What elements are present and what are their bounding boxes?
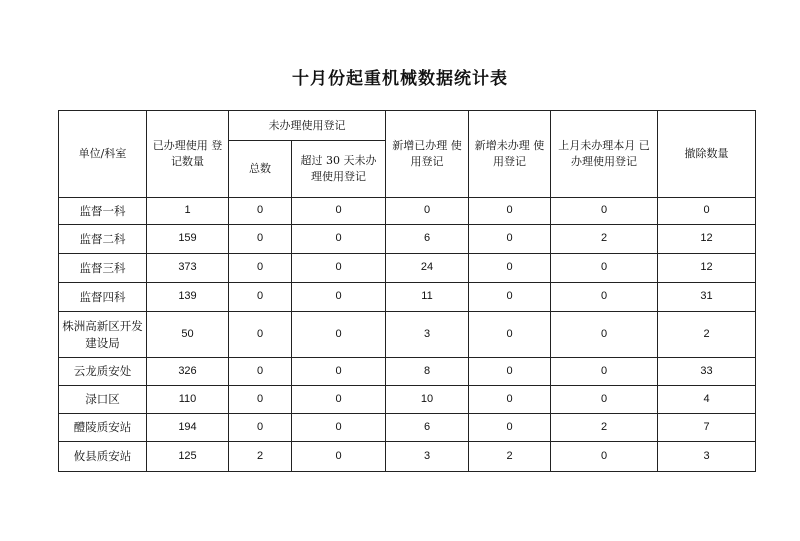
cell-registered: 194 <box>147 414 229 442</box>
cell-over30: 0 <box>292 283 386 312</box>
cell-total: 0 <box>229 386 292 414</box>
statistics-table <box>58 110 756 472</box>
cell-last-month-done: 0 <box>551 254 658 283</box>
cell-unit: 渌口区 <box>59 386 147 414</box>
cell-new-unregistered: 0 <box>469 358 551 386</box>
header-unregistered-total: 总数 <box>229 141 292 198</box>
cell-new-registered: 6 <box>386 225 469 254</box>
table-row <box>59 225 756 254</box>
table-row <box>59 198 756 225</box>
header-new-registered: 新增已办理 使用登记 <box>386 111 469 198</box>
cell-new-registered: 6 <box>386 414 469 442</box>
cell-new-unregistered: 0 <box>469 254 551 283</box>
cell-total: 0 <box>229 283 292 312</box>
cell-total: 2 <box>229 442 292 472</box>
cell-removed: 33 <box>658 358 756 386</box>
cell-total: 0 <box>229 254 292 283</box>
table-row <box>59 358 756 386</box>
cell-last-month-done: 0 <box>551 198 658 225</box>
cell-registered: 50 <box>147 312 229 358</box>
table-row <box>59 312 756 358</box>
table-row <box>59 442 756 472</box>
header-new-unregistered: 新增未办理 使用登记 <box>469 111 551 198</box>
cell-over30: 0 <box>292 254 386 283</box>
cell-removed: 31 <box>658 283 756 312</box>
header-last-month-done: 上月未办理本月 已办理使用登记 <box>551 111 658 198</box>
cell-registered: 159 <box>147 225 229 254</box>
cell-registered: 326 <box>147 358 229 386</box>
cell-total: 0 <box>229 358 292 386</box>
cell-unit: 醴陵质安站 <box>59 414 147 442</box>
cell-last-month-done: 0 <box>551 283 658 312</box>
header-unregistered-group: 未办理使用登记 <box>229 111 386 141</box>
cell-registered: 125 <box>147 442 229 472</box>
cell-new-registered: 10 <box>386 386 469 414</box>
header-unit: 单位/科室 <box>59 111 147 198</box>
cell-over30: 0 <box>292 312 386 358</box>
cell-removed: 12 <box>658 225 756 254</box>
cell-unit: 云龙质安处 <box>59 358 147 386</box>
cell-total: 0 <box>229 225 292 254</box>
cell-last-month-done: 0 <box>551 386 658 414</box>
cell-unit: 监督二科 <box>59 225 147 254</box>
cell-last-month-done: 2 <box>551 225 658 254</box>
table-row <box>59 386 756 414</box>
header-unregistered-over30: 超过 30 天未办 理使用登记 <box>292 141 386 198</box>
cell-total: 0 <box>229 312 292 358</box>
cell-removed: 0 <box>658 198 756 225</box>
cell-over30: 0 <box>292 225 386 254</box>
cell-over30: 0 <box>292 198 386 225</box>
cell-new-registered: 0 <box>386 198 469 225</box>
cell-new-unregistered: 0 <box>469 283 551 312</box>
cell-unit: 监督一科 <box>59 198 147 225</box>
cell-new-unregistered: 0 <box>469 414 551 442</box>
cell-new-registered: 11 <box>386 283 469 312</box>
cell-total: 0 <box>229 414 292 442</box>
cell-unit: 监督四科 <box>59 283 147 312</box>
cell-unit: 监督三科 <box>59 254 147 283</box>
cell-removed: 7 <box>658 414 756 442</box>
cell-over30: 0 <box>292 358 386 386</box>
cell-removed: 12 <box>658 254 756 283</box>
cell-last-month-done: 0 <box>551 358 658 386</box>
cell-over30: 0 <box>292 386 386 414</box>
header-removed: 撤除数量 <box>658 111 756 198</box>
table-row <box>59 414 756 442</box>
cell-registered: 1 <box>147 198 229 225</box>
cell-last-month-done: 0 <box>551 442 658 472</box>
header-registered: 已办理使用 登记数量 <box>147 111 229 198</box>
table-row <box>59 254 756 283</box>
cell-registered: 110 <box>147 386 229 414</box>
cell-new-registered: 3 <box>386 312 469 358</box>
cell-new-unregistered: 0 <box>469 312 551 358</box>
cell-removed: 2 <box>658 312 756 358</box>
cell-new-unregistered: 0 <box>469 198 551 225</box>
table-row <box>59 283 756 312</box>
cell-new-unregistered: 2 <box>469 442 551 472</box>
cell-over30: 0 <box>292 414 386 442</box>
cell-removed: 4 <box>658 386 756 414</box>
cell-new-registered: 3 <box>386 442 469 472</box>
cell-registered: 139 <box>147 283 229 312</box>
cell-new-registered: 24 <box>386 254 469 283</box>
cell-new-registered: 8 <box>386 358 469 386</box>
cell-last-month-done: 2 <box>551 414 658 442</box>
page-title: 十月份起重机械数据统计表 <box>292 69 508 89</box>
cell-over30: 0 <box>292 442 386 472</box>
cell-removed: 3 <box>658 442 756 472</box>
cell-registered: 373 <box>147 254 229 283</box>
cell-new-unregistered: 0 <box>469 386 551 414</box>
cell-total: 0 <box>229 198 292 225</box>
cell-unit: 株洲高新区开发建设局 <box>59 312 147 358</box>
cell-new-unregistered: 0 <box>469 225 551 254</box>
cell-last-month-done: 0 <box>551 312 658 358</box>
cell-unit: 攸县质安站 <box>59 442 147 472</box>
